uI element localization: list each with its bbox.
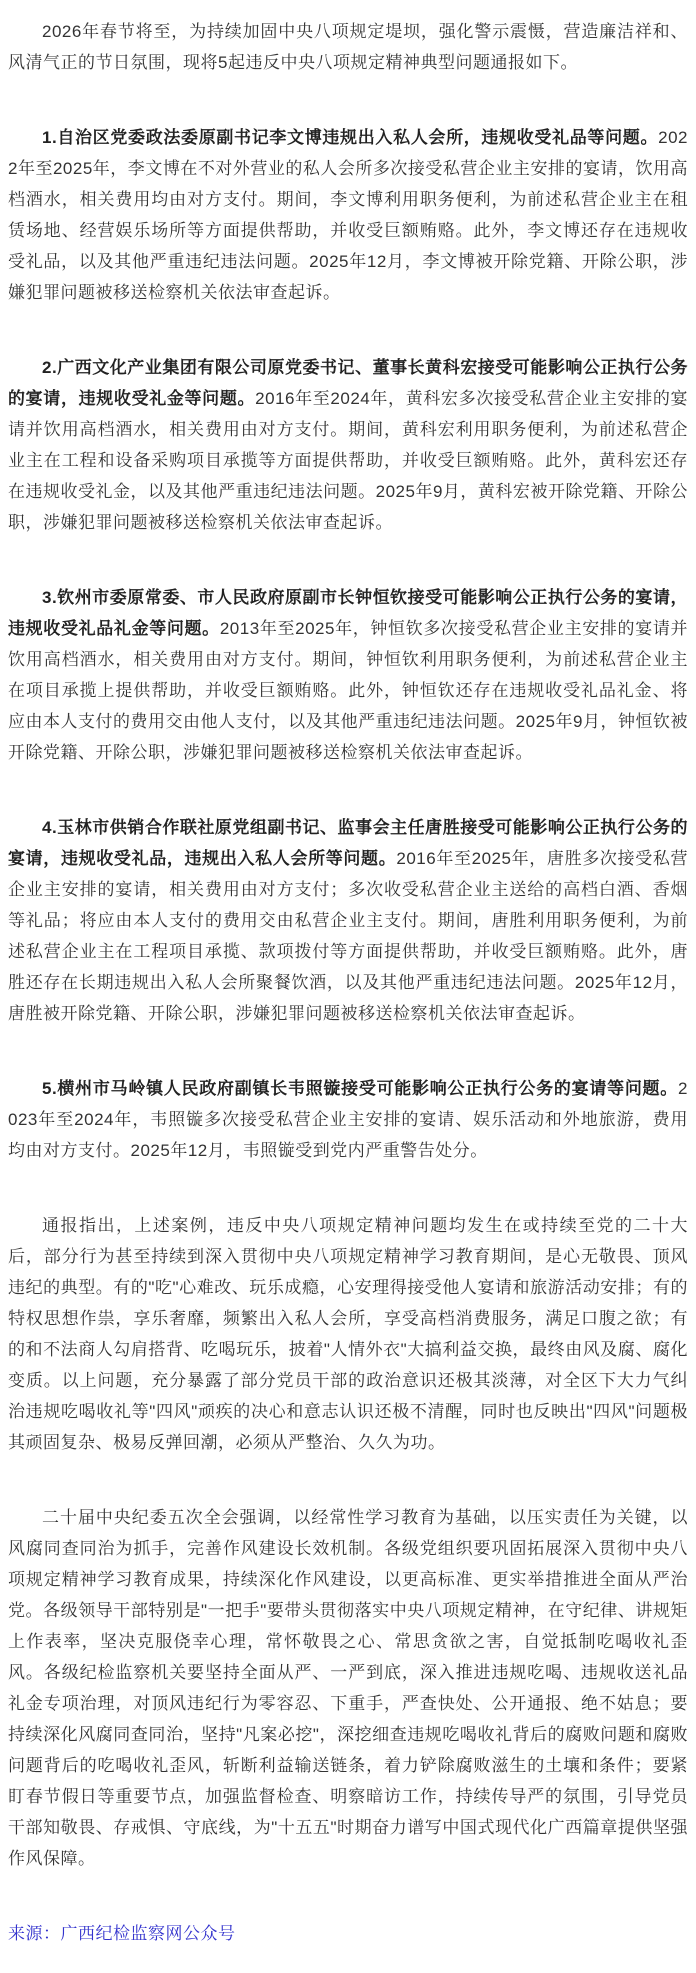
- case-paragraph-1: [8, 122, 688, 308]
- case-paragraph-5: [8, 1073, 688, 1166]
- case-3-title: 3.钦州市委原常委、市人民政府原副市长钟恒钦接受可能影响公正执行公务的宴请，违规收受礼品礼金等问题。: [8, 588, 688, 638]
- case-2-body: 2016年至2024年，黄科宏多次接受私营企业主安排的宴请并饮用高档酒水，相关费用由对方支付。期间，黄科宏利用职务便利，为前述私营企业主在工程和设备采购项目承揽等方面提供帮助，并收受巨额贿赂。此外，黄科宏还存在违规收受礼金，以及其他严重违纪违法问题。2025年9月，黄科宏被开除党籍、开除公职，涉嫌犯罪问题被移送检察机关依法审查起诉。: [8, 389, 689, 532]
- case-4-body: 2016年至2025年，唐胜多次接受私营企业主安排的宴请，相关费用由对方支付；多次收受私营企业主送给的高档白酒、香烟等礼品；将应由本人支付的费用交由私营企业主支付。期间，唐胜利用职务便利，为前述私营企业主在工程项目承揽、款项拨付等方面提供帮助，并收受巨额贿赂。此外，唐胜还存在长期违规出入私人会所聚餐饮酒，以及其他严重违纪违法问题。2025年12月，唐胜被开除党籍、开除公职，涉嫌犯罪问题被移送检察机关依法审查起诉。: [8, 849, 689, 1023]
- case-5-body: 2023年至2024年，韦照镟多次接受私营企业主安排的宴请、娱乐活动和外地旅游，费用均由对方支付。2025年12月，韦照镟受到党内严重警告处分。: [8, 1079, 688, 1160]
- case-paragraph-2: [8, 352, 688, 538]
- commentary-paragraph: 通报指出，上述案例，违反中央八项规定精神问题均发生在或持续至党的二十大后，部分行为甚至持续到深入贯彻中央八项规定精神学习教育期间，是心无敬畏、顶风违纪的典型。有的"吃"心难改、玩乐成瘾，心安理得接受他人宴请和旅游活动安排；有的特权思想作祟，享乐奢靡，频繁出入私人会所，享受高档消费服务，满足口腹之欲；有的和不法商人勾肩搭背、吃喝玩乐，披着"人情外衣"大搞利益交换，最终由风及腐、腐化变质。以上问题，充分暴露了部分党员干部的政治意识还极其淡薄，对全区下大力气纠治违规吃喝收礼等"四风"顽疾的决心和意志认识还极不清醒，同时也反映出"四风"问题极其顽固复杂、极易反弹回潮，必须从严整治、久久为功。: [8, 1216, 688, 1452]
- source-link[interactable]: 来源：广西纪检监察网公众号: [8, 1924, 236, 1943]
- case-2-title: 2.广西文化产业集团有限公司原党委书记、董事长黄科宏接受可能影响公正执行公务的宴请，违规收受礼金等问题。: [8, 358, 688, 408]
- case-1-title: 1.自治区党委政法委原副书记李文博违规出入私人会所，违规收受礼品等问题。: [42, 128, 659, 147]
- intro-paragraph: 2026年春节将至，为持续加固中央八项规定堤坝，强化警示震慑，营造廉洁祥和、风清气正的节日氛围，现将5起违反中央八项规定精神典型问题通报如下。: [8, 22, 688, 72]
- case-paragraph-4: [8, 812, 688, 1029]
- case-3-body: 2013年至2025年，钟恒钦多次接受私营企业主安排的宴请并饮用高档酒水，相关费用由对方支付。期间，钟恒钦利用职务便利，为前述私营企业主在项目承揽上提供帮助，并收受巨额贿赂。此外，钟恒钦还存在违规收受礼品礼金、将应由本人支付的费用交由他人支付，以及其他严重违纪违法问题。2025年9月，钟恒钦被开除党籍、开除公职，涉嫌犯罪问题被移送检察机关依法审查起诉。: [8, 619, 689, 762]
- case-paragraph-3: [8, 582, 688, 768]
- case-1-body: 2022年至2025年，李文博在不对外营业的私人会所多次接受私营企业主安排的宴请，饮用高档酒水，相关费用均由对方支付。期间，李文博利用职务便利，为前述私营企业主在租赁场地、经营娱乐场所等方面提供帮助，并收受巨额贿赂。此外，李文博还存在违规收受礼品，以及其他严重违纪违法问题。2025年12月，李文博被开除党籍、开除公职，涉嫌犯罪问题被移送检察机关依法审查起诉。: [8, 128, 688, 302]
- case-5-title: 5.横州市马岭镇人民政府副镇长韦照镟接受可能影响公正执行公务的宴请等问题。: [42, 1079, 679, 1098]
- case-4-title: 4.玉林市供销合作联社原党组副书记、监事会主任唐胜接受可能影响公正执行公务的宴请，违规收受礼品，违规出入私人会所等问题。: [8, 818, 688, 868]
- conclusion-paragraph: 二十届中央纪委五次全会强调，以经常性学习教育为基础，以压实责任为关键，以风腐同查同治为抓手，完善作风建设长效机制。各级党组织要巩固拓展深入贯彻中央八项规定精神学习教育成果，持续深化作风建设，以更高标准、更实举措推进全面从严治党。各级领导干部特别是"一把手"要带头贯彻落实中央八项规定精神，在守纪律、讲规矩上作表率，坚决克服侥幸心理，常怀敬畏之心、常思贪欲之害，自觉抵制吃喝收礼歪风。各级纪检监察机关要坚持全面从严、一严到底，深入推进违规吃喝、违规收送礼品礼金专项治理，对顶风违纪行为零容忍、下重手，严查快处、公开通报、绝不姑息；要持续深化风腐同查同治，坚持"凡案必挖"，深挖细查违规吃喝收礼背后的腐败问题和腐败问题背后的吃喝收礼歪风，斩断利益输送链条，着力铲除腐败滋生的土壤和条件；要紧盯春节假日等重要节点，加强监督检查、明察暗访工作，持续传导严的氛围，引导党员干部知敬畏、存戒惧、守底线，为"十五五"时期奋力谱写中国式现代化广西篇章提供坚强作风保障。: [8, 1508, 688, 1868]
